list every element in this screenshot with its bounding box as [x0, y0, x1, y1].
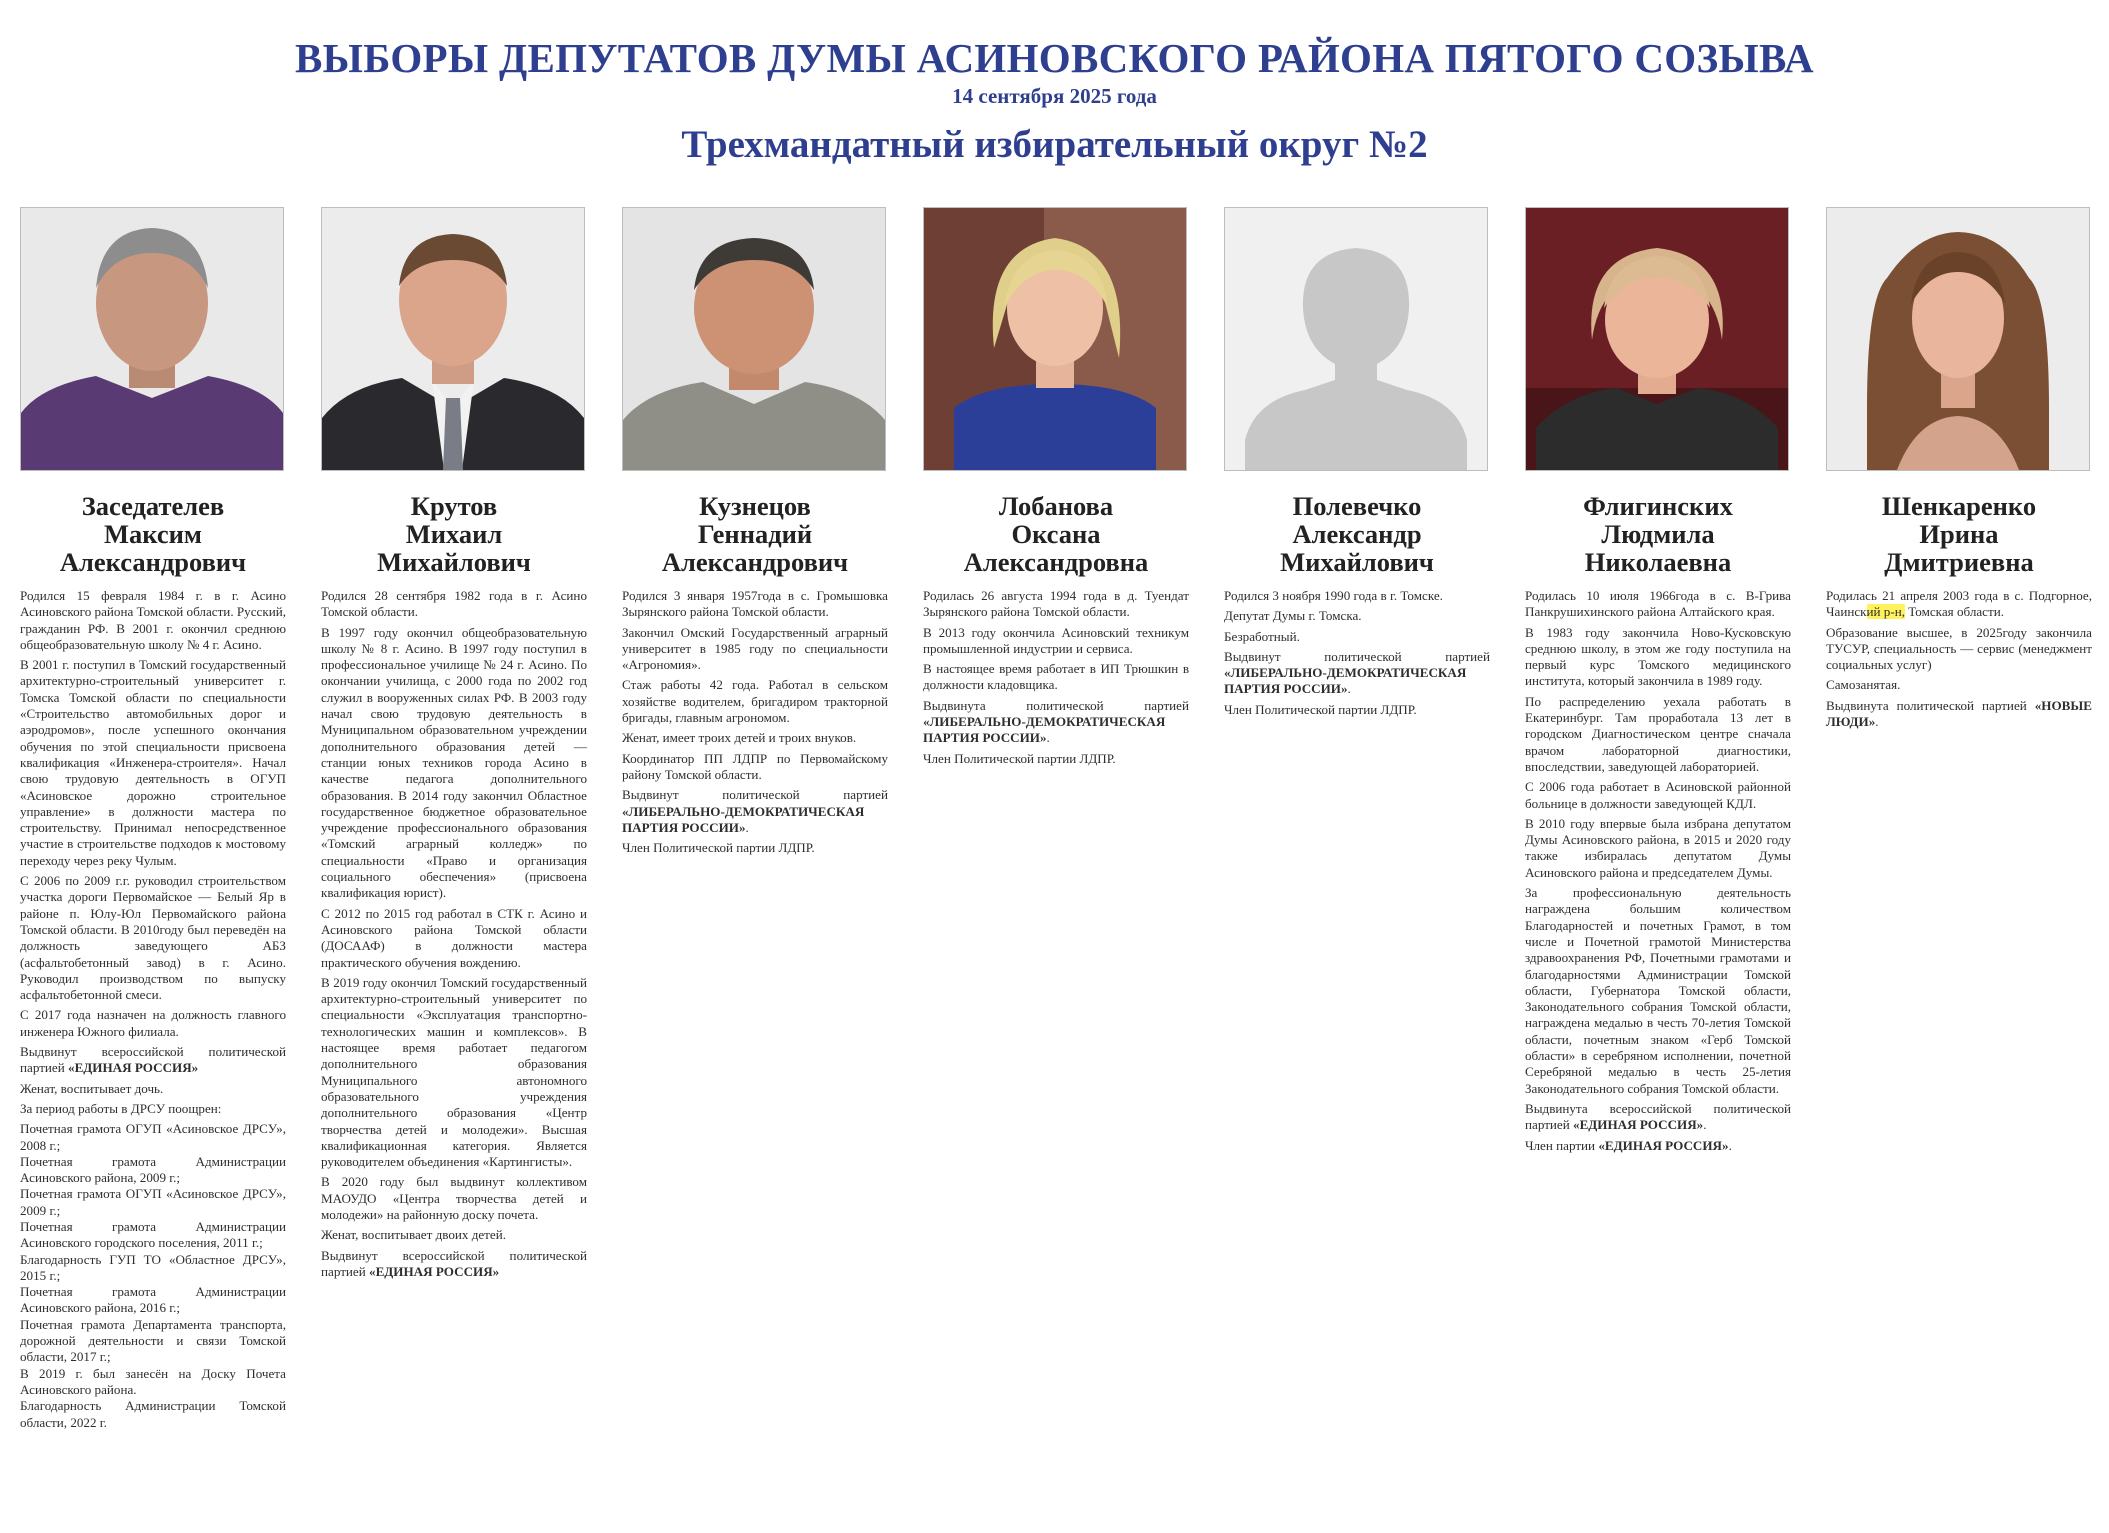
bio-paragraph: С 2017 года назначен на должность главного инженера Южного филиала. — [20, 1007, 286, 1039]
bio-paragraph: Почетная грамота Администрации Асиновского городского поселения, 2011 г.; — [20, 1218, 286, 1251]
bio-paragraph: По распределению уехала работать в Екатеринбург. Там проработала 13 лет в городском Диагностическом центре сначала врачом лабораторной диагностики, впоследствии, заведующей лабораторией. — [1525, 693, 1791, 774]
bio-paragraph: Родился 3 января 1957года в с. Громышовка Зырянского района Томской области. — [622, 588, 888, 620]
party-name: «НОВЫЕ ЛЮДИ» — [1826, 697, 2092, 730]
candidate-card — [1525, 207, 1791, 1158]
candidate-bio — [1525, 588, 1791, 1154]
bio-paragraph: Женат, имеет троих детей и троих внуков. — [622, 730, 857, 746]
bio-paragraph: Закончил Омский Государственный аграрный университет в 1985 году по специальности «Агрономия». — [622, 624, 888, 673]
candidate-bio — [20, 588, 286, 1431]
bio-paragraph: Почетная грамота Администрации Асиновского района, 2009 г.; — [20, 1153, 286, 1186]
bio-paragraph: Женат, воспитывает двоих детей. — [321, 1227, 506, 1243]
candidate-patronymic: Александровна — [963, 547, 1149, 577]
candidate-bio — [622, 588, 888, 856]
candidate-firstname: Людмила — [1601, 519, 1715, 549]
bio-paragraph: Почетная грамота Департамента транспорта, дорожной деятельности и связи Томской области, 2017 г.; — [20, 1316, 286, 1365]
bio-paragraph: Член партии «ЕДИНАЯ РОССИЯ». — [1525, 1137, 1732, 1153]
bio-text: Томская области. — [1905, 604, 2004, 620]
bio-paragraph: Образование высшее, в 2025году закончила ТУСУР, специальность — сервис (менеджмент социальных услуг) — [1826, 624, 2092, 673]
bio-paragraph: Выдвинут политической партией «ЛИБЕРАЛЬНО-ДЕМОКРАТИЧЕСКАЯ ПАРТИЯ РОССИИ». — [622, 787, 888, 835]
bio-paragraph: Родился 3 ноября 1990 года в г. Томске. — [1224, 588, 1443, 603]
party-name: «ЕДИНАЯ РОССИЯ» — [1598, 1137, 1729, 1153]
candidate-surname: Лобанова — [998, 491, 1114, 521]
bio-paragraph: Почетная грамота ОГУП «Асиновское ДРСУ», 2009 г.; — [20, 1186, 286, 1218]
candidate-name — [1224, 492, 1490, 576]
bio-paragraph: Родился 15 февраля 1984 г. в г. Асино Асиновского района Томской области. Русский, гражданин РФ. В 2001 г. окончил среднюю общеобразовательную школу № 4 г. Асино. — [20, 588, 286, 652]
bio-paragraph: В 2020 году был выдвинут коллективом МАОУДО «Центра творчества детей и молодежи» на районную доску почета. — [321, 1174, 587, 1222]
candidate-patronymic: Михайлович — [377, 547, 531, 577]
bio-paragraph: Координатор ПП ЛДПР по Первомайскому району Томской области. — [622, 750, 888, 782]
bio-paragraph: Член Политической партии ЛДПР. — [923, 750, 1116, 766]
bio-paragraph: Родилась 26 августа 1994 года в д. Туендат Зырянского района Томской области. — [923, 588, 1189, 620]
bio-paragraph: Член Политической партии ЛДПР. — [622, 840, 815, 856]
candidate-photo — [1525, 207, 1789, 471]
party-name: «ЕДИНАЯ РОССИЯ» — [1573, 1117, 1704, 1133]
bio-paragraph: Родился 28 сентября 1982 года в г. Асино Томской области. — [321, 588, 587, 620]
bio-paragraph: Женат, воспитывает дочь. — [20, 1080, 164, 1096]
bio-paragraph: Почетная грамота Администрации Асиновского района, 2016 г.; — [20, 1284, 286, 1316]
candidate-firstname: Оксана — [1011, 519, 1101, 549]
bio-paragraph: В 2019 г. был занесён на Доску Почета Асиновского района. — [20, 1365, 286, 1397]
bio-paragraph: В 2013 году окончила Асиновский техникум промышленной индустрии и сервиса. — [923, 624, 1189, 656]
candidate-photo — [1826, 207, 2090, 471]
bio-paragraph — [1826, 588, 2092, 621]
bio-paragraph: Почетная грамота ОГУП «Асиновское ДРСУ», 2008 г.; — [20, 1121, 286, 1153]
candidate-firstname: Михаил — [405, 519, 503, 549]
candidate-photo — [20, 207, 284, 471]
bio-paragraph: Выдвинута политической партией «НОВЫЕ ЛЮДИ». — [1826, 697, 2092, 730]
candidate-photo — [622, 207, 886, 471]
person-placeholder-icon — [1225, 208, 1487, 470]
bio-paragraph: В настоящее время работает в ИП Трюшкин в должности кладовщика. — [923, 661, 1189, 693]
candidate-surname: Флигинских — [1583, 491, 1733, 521]
candidate-name — [321, 492, 587, 576]
bio-paragraph: В 1983 году закончила Ново-Кусковскую среднюю школу, в этом же году поступила на первый курс Томского медицинского института, который закончила в 1989 году. — [1525, 624, 1791, 689]
bio-paragraph: За период работы в ДРСУ поощрен: — [20, 1100, 222, 1116]
candidate-name — [1525, 492, 1791, 576]
page-title: ВЫБОРЫ ДЕПУТАТОВ ДУМЫ АСИНОВСКОГО РАЙОНА ПЯТОГО СОЗЫВА — [295, 35, 1814, 81]
bio-paragraph: С 2006 по 2009 г.г. руководил строительством участка дороги Первомайское — Белый Яр в районе п. Юлу-Юл Первомайского района Томской области. В 2010году был переведён на должность заведующего АБЗ (асфальтобетонный завод) в г. Асино. Руководил производством по выпуску асфальтобетонной смеси. — [20, 873, 286, 1003]
bio-paragraph: Депутат Думы г. Томска. — [1224, 608, 1362, 624]
party-name: «ЕДИНАЯ РОССИЯ» — [68, 1060, 199, 1076]
candidate-photo — [923, 207, 1187, 471]
candidate-card — [321, 207, 587, 1284]
candidate-firstname: Ирина — [1919, 519, 1999, 549]
bio-paragraph: Выдвинут политической партией «ЛИБЕРАЛЬНО-ДЕМОКРАТИЧЕСКАЯ ПАРТИЯ РОССИИ». — [1224, 648, 1490, 697]
candidate-card — [1826, 207, 2092, 734]
candidate-bio — [1224, 588, 1490, 718]
party-name: «ЛИБЕРАЛЬНО-ДЕМОКРАТИЧЕСКАЯ ПАРТИЯ РОССИИ» — [1224, 665, 1467, 697]
candidate-bio — [321, 588, 587, 1280]
candidate-bio — [923, 588, 1189, 767]
election-date: 14 сентября 2025 года — [952, 84, 1157, 108]
bio-paragraph: Выдвинута всероссийской политической партией «ЕДИНАЯ РОССИЯ». — [1525, 1100, 1791, 1133]
candidate-patronymic: Александрович — [661, 547, 849, 577]
candidate-card — [1224, 207, 1490, 722]
bio-text: Родилась 21 апреля 2003 года в с. Подгорное, Чаинск — [1826, 588, 2092, 620]
candidate-name — [1826, 492, 2092, 576]
candidate-firstname: Александр — [1292, 519, 1422, 549]
bio-paragraph: Самозанятая. — [1826, 677, 1901, 693]
candidate-surname: Крутов — [410, 491, 498, 521]
bio-paragraph: Член Политической партии ЛДПР. — [1224, 701, 1417, 717]
candidate-patronymic: Дмитриевна — [1884, 547, 2034, 577]
bio-paragraph: Безработный. — [1224, 628, 1300, 644]
bio-paragraph: В 1997 году окончил общеобразовательную школу № 8 г. Асино. В 1997 году поступил в профессиональное училище № 24 г. Асино. По окончании училища, с 2000 года по 2002 год служил в вооруженных силах РФ. В 2003 году начал свою трудовую деятельность в Муниципальном образовательном учреждении дополнительного образования детей — станции юных техников города Асино в качестве педагога дополнительного образования. В 2014 году закончил Областное государственное бюджетное образовательное учреждение профессионального образования «Томский аграрный колледж» по специальности «Право и организация социального обеспечения» (присвоена квалификация юрист). — [321, 624, 587, 901]
bio-paragraph: За профессиональную деятельность награждена большим количеством Благодарностей и почетных Грамот, в том числе и Почетной грамотой Министерства здравоохранения РФ, Почетными грамотами и благодарностями Администрации Томской области, Губернатора Томской области, Законодательного собрания Томской области, награждена медалью в честь 70-летия Томской области, почетным знаком «Герб Томской области» в серебряном исполнении, почетной Серебряной медалью в честь 25-летия Законодательного собрания Томской области. — [1525, 885, 1791, 1096]
bio-paragraph: Выдвинута политической партией «ЛИБЕРАЛЬНО-ДЕМОКРАТИЧЕСКАЯ ПАРТИЯ РОССИИ». — [923, 697, 1189, 746]
candidate-patronymic: Николаевна — [1584, 547, 1732, 577]
candidate-card — [923, 207, 1189, 771]
bio-paragraph: В 2010 году впервые была избрана депутатом Думы Асиновского района, в 2015 и 2020 году также избиралась депутатом Думы Асиновского района и председателем Думы. — [1525, 815, 1791, 880]
candidate-patronymic: Михайлович — [1280, 547, 1434, 577]
bio-paragraph: Родилась 10 июля 1966года в с. В-Грива Панкрушихинского района Алтайского края. — [1525, 588, 1791, 620]
bio-paragraph: Благодарность Администрации Томской области, 2022 г. — [20, 1398, 286, 1430]
district-title: Трехмандатный избирательный округ №2 — [681, 123, 1428, 166]
candidate-card — [20, 207, 286, 1431]
candidate-photo — [321, 207, 585, 471]
bio-paragraph: Выдвинут всероссийской политической партией «ЕДИНАЯ РОССИЯ» — [321, 1247, 587, 1279]
bio-paragraph: С 2012 по 2015 год работал в СТК г. Асино и Асиновского района Томской области (ДОСААФ) в должности мастера практического обучения вождению. — [321, 905, 587, 970]
candidate-name — [20, 492, 286, 576]
highlighted-text: ий р-н, — [1866, 604, 1905, 620]
party-name: «ЛИБЕРАЛЬНО-ДЕМОКРАТИЧЕСКАЯ ПАРТИЯ РОССИИ» — [923, 714, 1166, 746]
bio-paragraph: С 2006 года работает в Асиновской районной больнице в должности заведующей КДЛ. — [1525, 779, 1791, 811]
candidate-surname: Полевечко — [1292, 491, 1422, 521]
candidate-firstname: Геннадий — [697, 519, 813, 549]
candidate-firstname: Максим — [104, 519, 202, 549]
bio-paragraph: Выдвинут всероссийской политической партией «ЕДИНАЯ РОССИЯ» — [20, 1044, 286, 1076]
bio-paragraph: Благодарность ГУП ТО «Областное ДРСУ», 2015 г.; — [20, 1251, 286, 1283]
candidate-photo — [1224, 207, 1488, 471]
candidate-surname: Шенкаренко — [1881, 491, 2037, 521]
candidate-surname: Заседателев — [81, 491, 225, 521]
party-name: «ЕДИНАЯ РОССИЯ» — [369, 1263, 500, 1279]
candidate-bio — [1826, 588, 2092, 730]
candidate-surname: Кузнецов — [699, 491, 811, 521]
bio-paragraph: В 2019 году окончил Томский государственный архитектурно-строительный университет по специальности «Эксплуатация транспортно-технологических машин и комплексов». В настоящее время работает педагогом дополнительного образования Муниципального автономного образовательного учреждения дополнительного образования «Центр творчества детей и молодежи». Высшая квалификационная категория. Является руководителем объединения «Картингисты». — [321, 974, 587, 1170]
party-name: «ЛИБЕРАЛЬНО-ДЕМОКРАТИЧЕСКАЯ ПАРТИЯ РОССИИ» — [622, 803, 865, 835]
candidate-patronymic: Александрович — [59, 547, 247, 577]
bio-paragraph: Стаж работы 42 года. Работал в сельском хозяйстве водителем, бригадиром тракторной бригады, главным агрономом. — [622, 677, 888, 726]
candidate-name — [923, 492, 1189, 576]
bio-paragraph: В 2001 г. поступил в Томский государственный архитектурно-строительный университет г. Томска Томской области по специальности «Строительство автомобильных дорог и аэродромов», после успешного окончания обучения по этой специальности присвоена квалификация «Инженера-строителя». Начал свою трудовую деятельность в ОГУП «Асиновское дорожно строительное управление» в должности мастера по строительству. Принимал непосредственное участие в строительстве подходов к мостовому переходу через реку Чулым. — [20, 657, 286, 868]
candidate-name — [622, 492, 888, 576]
candidate-card — [622, 207, 888, 860]
